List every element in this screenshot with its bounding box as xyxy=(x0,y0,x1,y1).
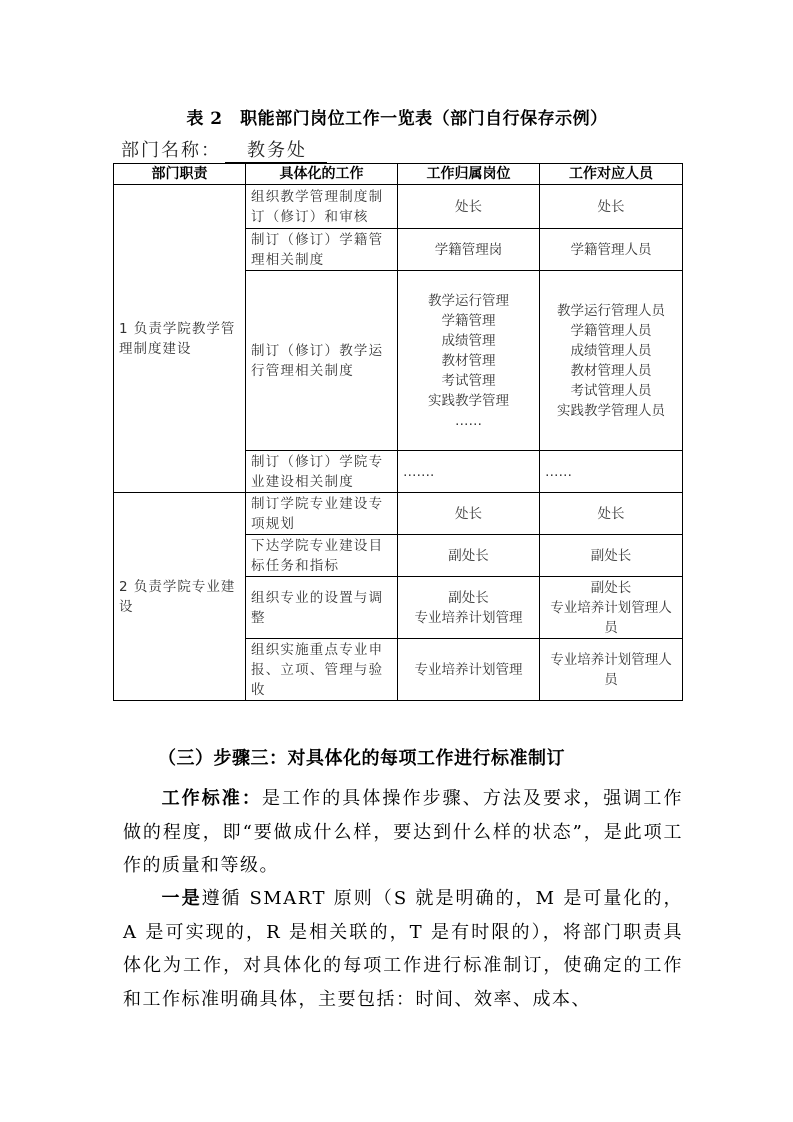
post-cell xyxy=(398,271,540,451)
post-item: 实践教学管理 xyxy=(428,392,509,409)
people-item: 教材管理人员 xyxy=(570,362,652,379)
paragraph-work-standard xyxy=(123,782,683,883)
post-item: 处长 xyxy=(455,198,482,215)
people-cell xyxy=(540,229,683,271)
people-item: 处长 xyxy=(597,198,625,215)
header-responsibility: 部门职责 xyxy=(114,164,246,185)
people-cell xyxy=(540,271,683,451)
people-item: 学籍管理人员 xyxy=(570,241,652,258)
paragraph-lead: 一是 xyxy=(161,888,202,909)
work-cell: 组织专业的设置与调整 xyxy=(246,577,398,639)
people-item: 副处长 xyxy=(590,547,632,564)
people-item: 处长 xyxy=(597,505,625,522)
post-item: 教学运行管理 xyxy=(428,292,509,309)
work-cell: 制订（修订）学院专业建设相关制度 xyxy=(246,451,398,493)
people-cell xyxy=(540,535,683,577)
paragraph-text: 遵循 SMART 原则（S 就是明确的，M 是可量化的，A 是可实现的，R 是相关联的，T 是有时限的），将部门职责具体化为工作，对具体化的每项工作进行标准制订，使确定的工作和工作标准明确具体，主要包括：时间、效率、成本、 xyxy=(123,888,684,1010)
post-item: 处长 xyxy=(455,505,482,522)
table-row xyxy=(114,185,683,229)
paragraph-smart-principle xyxy=(123,882,683,1016)
post-cell xyxy=(398,535,540,577)
responsibility-cell: 2 负责学院专业建设 xyxy=(114,493,246,701)
people-cell xyxy=(540,185,683,229)
post-cell xyxy=(398,493,540,535)
responsibility-cell: 1 负责学院教学管理制度建设 xyxy=(114,185,246,493)
post-cell xyxy=(398,185,540,229)
header-post: 工作归属岗位 xyxy=(398,164,540,185)
people-cell xyxy=(540,451,683,493)
people-item: 专业培养计划管理人员 xyxy=(550,651,672,688)
table-header-row xyxy=(114,164,683,185)
people-item: 成绩管理人员 xyxy=(570,342,652,359)
post-item: 学籍管理岗 xyxy=(434,241,503,258)
work-cell: 制订（修订）学籍管理相关制度 xyxy=(246,229,398,271)
table-title: 表 2 职能部门岗位工作一览表（部门自行保存示例） xyxy=(186,109,608,129)
post-cell xyxy=(398,577,540,639)
paragraph-lead: 工作标准： xyxy=(161,788,262,809)
header-people: 工作对应人员 xyxy=(540,164,683,185)
work-cell: 下达学院专业建设目标任务和指标 xyxy=(246,535,398,577)
post-item: 副处长 xyxy=(448,547,489,564)
work-cell: 制订学院专业建设专项规划 xyxy=(246,493,398,535)
post-item: ……. xyxy=(403,463,435,480)
people-item: 考试管理人员 xyxy=(570,382,652,399)
job-duty-table xyxy=(113,163,683,701)
post-item: 专业培养计划管理 xyxy=(414,609,523,626)
people-item: 教学运行管理人员 xyxy=(557,302,665,319)
post-item: 考试管理 xyxy=(441,372,496,389)
people-cell xyxy=(540,493,683,535)
department-value: 教务处 xyxy=(225,136,327,163)
post-item: 成绩管理 xyxy=(441,332,496,349)
people-cell xyxy=(540,577,683,639)
people-item: 学籍管理人员 xyxy=(570,322,652,339)
work-cell: 制订（修订）教学运行管理相关制度 xyxy=(246,271,398,451)
department-line xyxy=(121,136,327,163)
post-cell xyxy=(398,229,540,271)
post-item: 专业培养计划管理 xyxy=(414,661,523,678)
work-cell: 组织实施重点专业申报、立项、管理与验收 xyxy=(246,639,398,701)
post-cell xyxy=(398,451,540,493)
people-cell xyxy=(540,639,683,701)
post-item: 副处长 xyxy=(448,589,489,606)
people-item: 专业培养计划管理人员 xyxy=(550,599,672,636)
people-item: 副处长 xyxy=(590,579,632,596)
post-item: 学籍管理 xyxy=(441,312,496,329)
work-cell: 组织教学管理制度制订（修订）和审核 xyxy=(246,185,398,229)
header-work: 具体化的工作 xyxy=(246,164,398,185)
post-item: 教材管理 xyxy=(441,352,496,369)
section-heading: （三）步骤三：对具体化的每项工作进行标准制订 xyxy=(158,748,565,769)
table-row xyxy=(114,493,683,535)
post-cell xyxy=(398,639,540,701)
paragraph-text: 是工作的具体操作步骤、方法及要求，强调工作做的程度，即“要做成什么样，要达到什么样的状态”，是此项工作的质量和等级。 xyxy=(123,788,684,876)
people-item: 实践教学管理人员 xyxy=(557,402,665,419)
department-label: 部门名称： xyxy=(121,140,221,161)
post-item: …… xyxy=(455,412,482,429)
people-item: …… xyxy=(545,463,572,480)
